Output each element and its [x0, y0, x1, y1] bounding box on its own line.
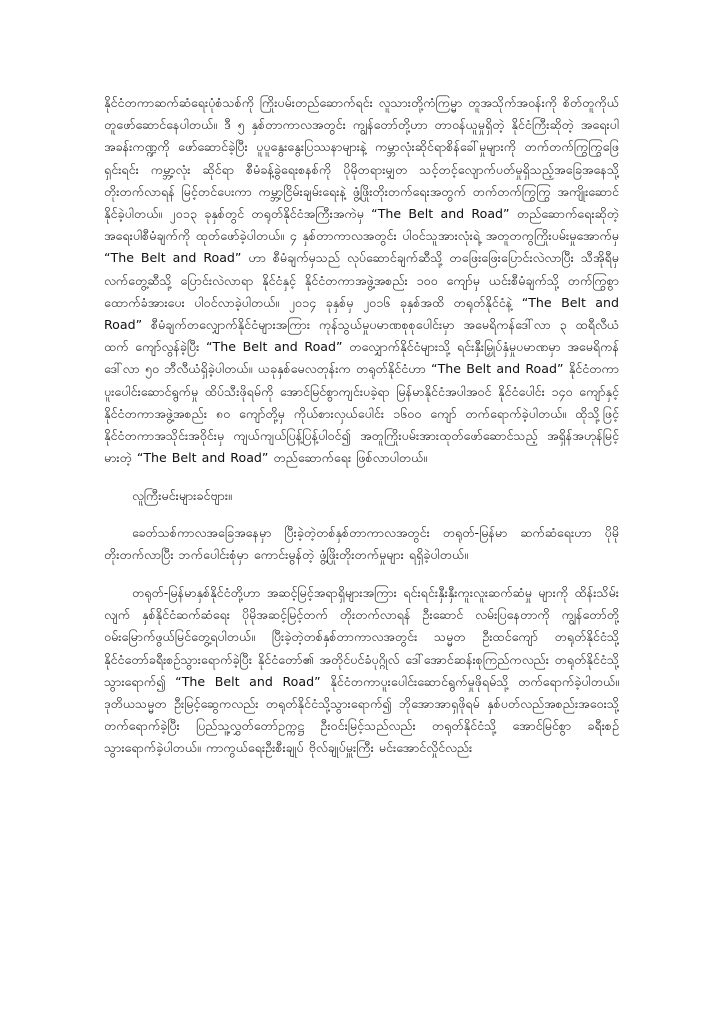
body-paragraph-3: တရုတ်-မြန်မာနှစ်နိုင်ငံတို့ဟာ အဆင့်မြင့်အရာရှိများအကြား ရင်းရင်းနှီးနှီးကူးလူးဆက်ဆံမှု များကို ထိန်းသိမ်းလျက် နှစ်နိုင်ငံဆက်ဆံရေး ပိုမိုအဆင့်မြင့်တက် တိုးတက်လာရန် ဦးဆောင် လမ်းပြနေတာကို ကျွန်တော်တို့ ဝမ်းမြောက်ဖွယ်မြင်တွေ့ရပါတယ်။ ပြီးခဲ့တဲ့တစ်နှစ်တာကာလအတွင်း သမ္မတ ဦးထင်ကျော် တရုတ်နိုင်ငံသို့ နိုင်ငံတော်ခရီးစဉ်သွားရောက်ခဲ့ပြီး နိုင်ငံတော်၏ အတိုင်ပင်ခံပုဂ္ဂိုလ် ဒေါ်အောင်ဆန်းစုကြည်ကလည်း တရုတ်နိုင်ငံသို့သွားရောက်၍ “The Belt and Road” နိုင်ငံတကာပူးပေါင်းဆောင်ရွက်မှုဖိုရမ်သို့ တက်ရောက်ခဲ့ပါတယ်။ ဒုတိယသမ္မတ ဦးမြင့်ဆွေကလည်း တရုတ်နိုင်ငံသို့သွားရောက်၍ ဘိုအောအာရှဖိုရမ် နှစ်ပတ်လည်အစည်းအဝေးသို့ တက်ရောက်ခဲ့ပြီး ပြည်သူ့လွှတ်တော်ဥက္ကဋ္ဌ ဦးဝင်းမြင့်သည်လည်း တရုတ်နိုင်ငံသို့ အောင်မြင်စွာ ခရီးစဉ် သွားရောက်ခဲ့ပါတယ်။ ကာကွယ်ရေးဦးစီးချုပ် ဗိုလ်ချုပ်မှူးကြီး မင်းအောင်လှိုင်လည်း [104, 585, 619, 756]
body-paragraph-1: နိုင်ငံတကာဆက်ဆံရေးပုံစံသစ်ကို ကြိုးပမ်းတည်ဆောက်ရင်း လူသားတို့ကံကြမ္မာ တူအသိုက်အဝန်းကို စိတ်တူကိုယ်တူဖော်ဆောင်နေပါတယ်။ ဒီ ၅ နှစ်တာကာလအတွင်း ကျွန်တော်တို့ဟာ တာဝန်ယူမှုရှိတဲ့ နိုင်ငံကြီးဆိုတဲ့ အရေးပါအခန်းကဏ္ဍကို ဖော်ဆောင်ခဲ့ပြီး ပူပူနွေးနွေးပြဿနာများနဲ့ ကမ္ဘာလုံးဆိုင်ရာစိန်ခေါ်မှုများကို တက်တက်ကြွကြွဖြေရှင်းရင်း ကမ္ဘာ့လုံး ဆိုင်ရာ စီမံခန့်ခွဲရေးစနစ်ကို ပိုမိုတရားမျှတ သင့်တင့်လျောက်ပတ်မှုရှိသည့်အခြေအနေသို့ တိုးတက်လာရန် မြင့်တင်ပေးကာ ကမ္ဘာ့ငြိမ်းချမ်းရေးနဲ့ ဖွံ့ဖြိုးတိုးတက်ရေးအတွက် တက်တက်ကြွကြွ အကျိုးဆောင်နိုင်ခဲ့ပါတယ်။ ၂၀၁၃ ခုနှစ်တွင် တရုတ်နိုင်ငံအကြီးအကဲမှ “The Belt and Road” တည်ဆောက်ရေးဆိုတဲ့ အရေးပါစီမံချက်ကို ထုတ်ဖော်ခဲ့ပါတယ်။ ၄ နှစ်တာကာလအတွင်း ပါဝင်သူအားလုံးရဲ့ အတူတကွကြိုးပမ်းမှုအောက်မှ “The Belt and Road” ဟာ စီမံချက်မှသည် လုပ်ဆောင်ချက်ဆီသို့ တဖြေးဖြေးပြောင်းလဲလာပြီး သီအိုရီမှ လက်တွေ့ဆီသို့ ပြောင်းလဲလာရာ နိုင်ငံနှင့် နိုင်ငံတကာအဖွဲ့အစည်း ၁၀၀ ကျော်မှ ယင်းစီမံချက်သို့ တက်ကြွစွာ ထောက်ခံအားပေး ပါဝင်လာခဲ့ပါတယ်။ ၂၀၁၄ ခုနှစ်မှ ၂၀၁၆ ခုနှစ်အထိ တရုတ်နိုင်ငံနဲ့ “The Belt and Road” စီမံချက်တလျှောက်နိုင်ငံများအကြား ကုန်သွယ်မှုပမာဏစုစုပေါင်းမှာ အမေရိကန်ဒေါ်လာ ၃ ထရီလီယံထက် ကျော်လွန်ခဲ့ပြီး “The Belt and Road” တလျှောက်နိုင်ငံများသို့ ရင်းနှီးမြှုပ်နှံမှုပမာဏမှာ အမေရိကန်ဒေါ်လာ ၅၀ ဘီလီယံရှိခဲ့ပါတယ်။ ယခုနှစ်မေလတုန်းက တရုတ်နိုင်ငံဟာ “The Belt and Road” နိုင်ငံတကာပူးပေါင်းဆောင်ရွက်မှု ထိပ်သီးဖိုရမ်ကို အောင်မြင်စွာကျင်းပခဲ့ရာ မြန်မာနိုင်ငံအပါအဝင် နိုင်ငံပေါင်း ၁၄၀ ကျော်နှင့် နိုင်ငံတကာအဖွဲ့အစည်း ၈၀ ကျော်တို့မှ ကိုယ်စားလှယ်ပေါင်း ၁၆၀၀ ကျော် တက်ရောက်ခဲ့ပါတယ်။ ထိုသို့ဖြင့် နိုင်ငံတကာအသိုင်းအဝိုင်းမှ ကျယ်ကျယ်ပြန့်ပြန့်ပါဝင်၍ အတူကြိုးပမ်းအားထုတ်ဖော်ဆောင်သည့် အရှိန်အဟုန်မြင့်မားတဲ့ “The Belt and Road” တည်ဆောက်ရေး ဖြစ်လာပါတယ်။ [104, 95, 619, 466]
salutation-heading: လူကြီးမင်းများခင်ဗျား။ [132, 488, 232, 504]
paragraph-spacer [104, 566, 619, 582]
paragraph-spacer [104, 469, 619, 485]
body-paragraph-2: ခေတ်သစ်ကာလအခြေအနေမှာ ပြီးခဲ့တဲ့တစ်နှစ်တာကာလအတွင်း တရုတ်-မြန်မာ ဆက်ဆံရေးဟာ ပိုမိုတိုးတက်လာပြီး ဘက်ပေါင်းစုံမှာ ကောင်းမွန်တဲ့ ဖွံ့ဖြိုးတိုးတက်မှုများ ရရှိခဲ့ပါတယ်။ [104, 524, 619, 562]
paragraph-spacer [104, 508, 619, 522]
